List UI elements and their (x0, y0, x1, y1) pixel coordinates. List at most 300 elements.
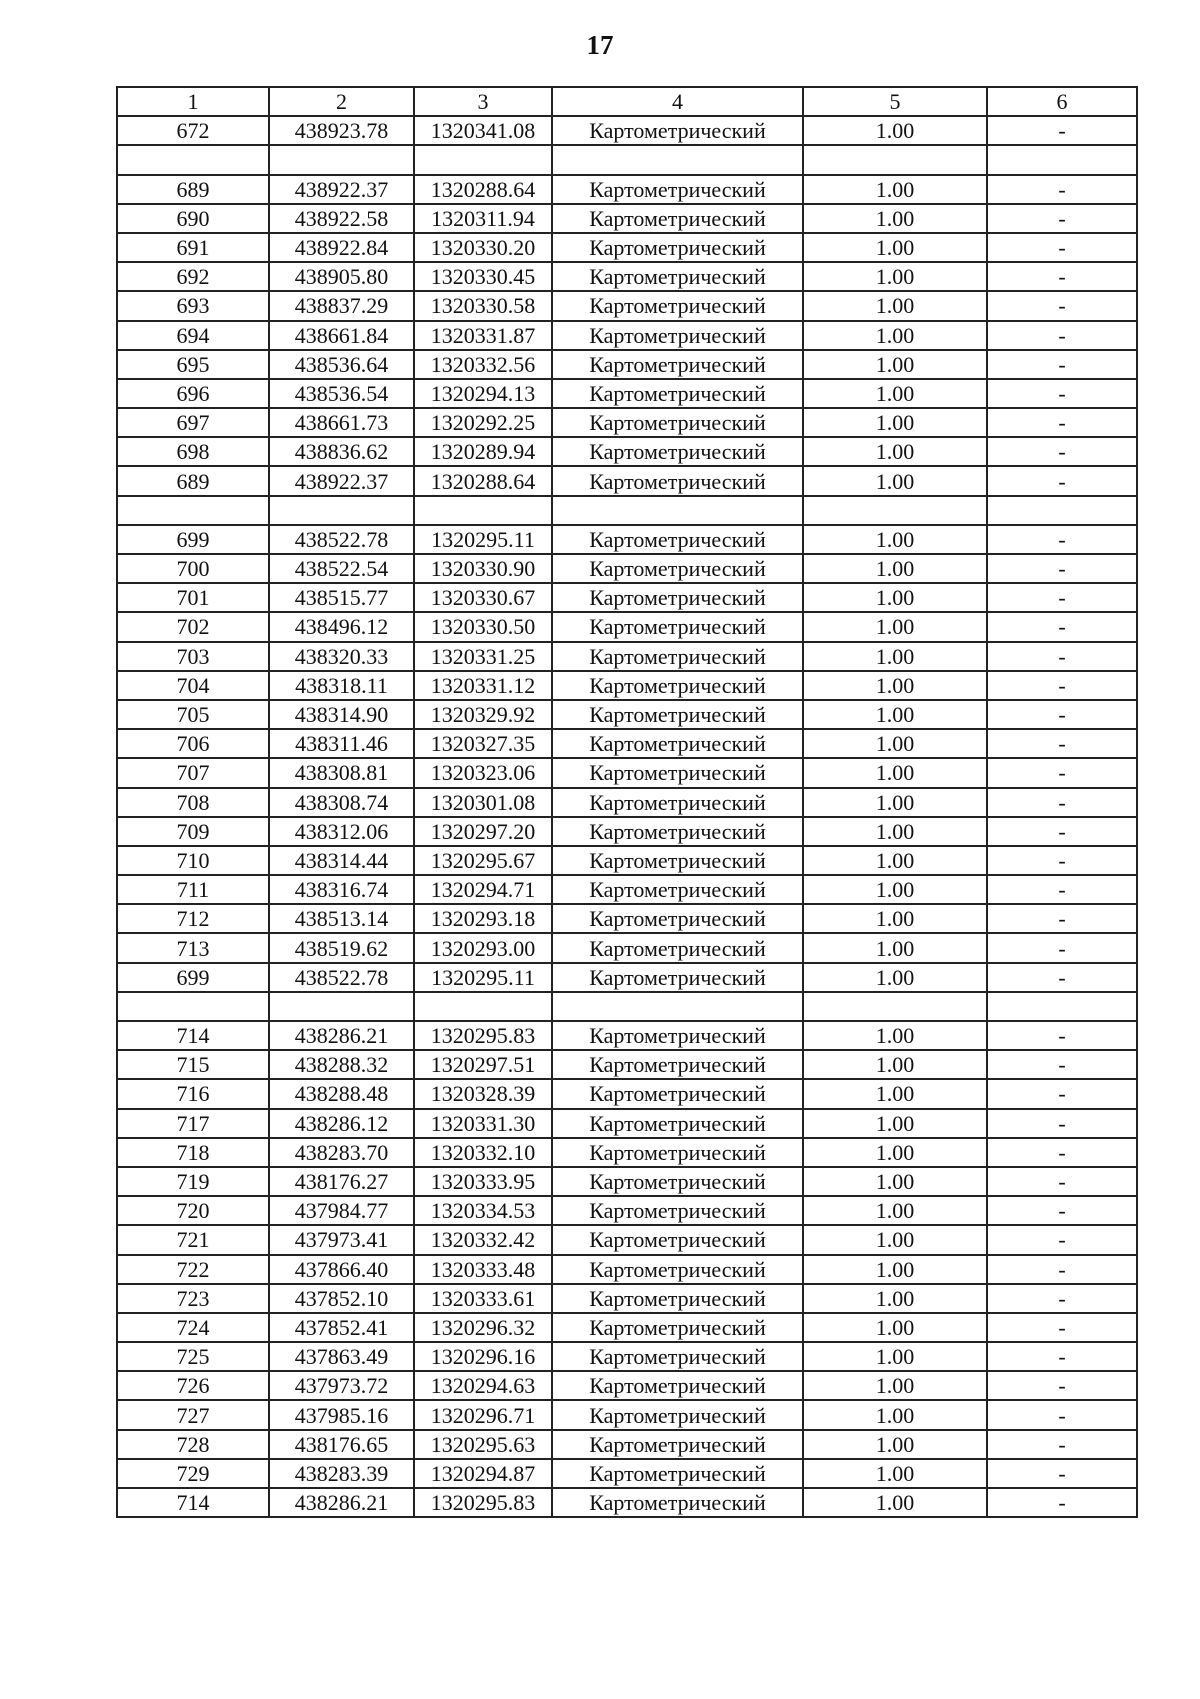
point-number-cell: 706 (117, 729, 269, 758)
description-cell: - (987, 788, 1137, 817)
method-cell (552, 145, 803, 174)
x-coordinate-cell: 438286.21 (269, 1021, 414, 1050)
x-coordinate-cell (269, 145, 414, 174)
x-coordinate-cell: 437973.41 (269, 1225, 414, 1254)
accuracy-cell: 1.00 (803, 642, 987, 671)
y-coordinate-cell: 1320296.32 (414, 1313, 552, 1342)
method-cell: Картометрический (552, 671, 803, 700)
x-coordinate-cell: 438922.37 (269, 466, 414, 495)
y-coordinate-cell: 1320332.10 (414, 1138, 552, 1167)
y-coordinate-cell: 1320331.30 (414, 1109, 552, 1138)
x-coordinate-cell: 438922.37 (269, 175, 414, 204)
method-cell: Картометрический (552, 963, 803, 992)
y-coordinate-cell: 1320330.67 (414, 583, 552, 612)
description-cell (987, 496, 1137, 525)
method-cell: Картометрический (552, 1459, 803, 1488)
point-number-cell: 696 (117, 379, 269, 408)
point-number-cell: 714 (117, 1488, 269, 1517)
method-cell: Картометрический (552, 204, 803, 233)
method-cell: Картометрический (552, 379, 803, 408)
y-coordinate-cell: 1320301.08 (414, 788, 552, 817)
accuracy-cell: 1.00 (803, 525, 987, 554)
accuracy-cell: 1.00 (803, 321, 987, 350)
x-coordinate-cell: 438837.29 (269, 291, 414, 320)
method-cell: Картометрический (552, 729, 803, 758)
table-row (117, 350, 1137, 379)
table-row (117, 408, 1137, 437)
method-cell: Картометрический (552, 1050, 803, 1079)
x-coordinate-cell: 438320.33 (269, 642, 414, 671)
accuracy-cell: 1.00 (803, 1284, 987, 1313)
y-coordinate-cell: 1320294.63 (414, 1371, 552, 1400)
table-row (117, 1284, 1137, 1313)
method-cell: Картометрический (552, 642, 803, 671)
x-coordinate-cell: 438288.48 (269, 1079, 414, 1108)
table-row (117, 700, 1137, 729)
method-cell: Картометрический (552, 788, 803, 817)
method-cell: Картометрический (552, 1342, 803, 1371)
description-cell: - (987, 904, 1137, 933)
point-number-cell: 693 (117, 291, 269, 320)
accuracy-cell: 1.00 (803, 175, 987, 204)
y-coordinate-cell: 1320330.58 (414, 291, 552, 320)
table-row (117, 1342, 1137, 1371)
description-cell: - (987, 466, 1137, 495)
x-coordinate-cell: 438519.62 (269, 933, 414, 962)
accuracy-cell: 1.00 (803, 1400, 987, 1429)
y-coordinate-cell: 1320333.95 (414, 1167, 552, 1196)
accuracy-cell: 1.00 (803, 1488, 987, 1517)
point-number-cell: 718 (117, 1138, 269, 1167)
y-coordinate-cell: 1320332.56 (414, 350, 552, 379)
description-cell: - (987, 525, 1137, 554)
x-coordinate-cell: 438536.64 (269, 350, 414, 379)
y-coordinate-cell: 1320330.20 (414, 233, 552, 262)
x-coordinate-cell: 438316.74 (269, 875, 414, 904)
accuracy-cell: 1.00 (803, 1050, 987, 1079)
x-coordinate-cell: 438661.84 (269, 321, 414, 350)
point-number-cell: 699 (117, 963, 269, 992)
table-row (117, 1196, 1137, 1225)
x-coordinate-cell: 438308.74 (269, 788, 414, 817)
point-number-cell: 705 (117, 700, 269, 729)
table-row (117, 1050, 1137, 1079)
point-number-cell: 724 (117, 1313, 269, 1342)
point-number-cell: 723 (117, 1284, 269, 1313)
x-coordinate-cell: 437866.40 (269, 1255, 414, 1284)
y-coordinate-cell: 1320293.18 (414, 904, 552, 933)
x-coordinate-cell: 438312.06 (269, 817, 414, 846)
point-number-cell (117, 496, 269, 525)
description-cell: - (987, 671, 1137, 700)
point-number-cell: 700 (117, 554, 269, 583)
accuracy-cell: 1.00 (803, 1371, 987, 1400)
method-cell: Картометрический (552, 233, 803, 262)
method-cell: Картометрический (552, 875, 803, 904)
accuracy-cell (803, 145, 987, 174)
point-number-cell: 717 (117, 1109, 269, 1138)
accuracy-cell: 1.00 (803, 1255, 987, 1284)
table-row (117, 145, 1137, 174)
point-number-cell: 715 (117, 1050, 269, 1079)
method-cell: Картометрический (552, 1079, 803, 1108)
table-row (117, 1021, 1137, 1050)
y-coordinate-cell: 1320329.92 (414, 700, 552, 729)
accuracy-cell: 1.00 (803, 1313, 987, 1342)
description-cell: - (987, 1400, 1137, 1429)
point-number-cell: 727 (117, 1400, 269, 1429)
accuracy-cell: 1.00 (803, 875, 987, 904)
accuracy-cell: 1.00 (803, 583, 987, 612)
point-number-cell: 710 (117, 846, 269, 875)
point-number-cell: 689 (117, 175, 269, 204)
accuracy-cell: 1.00 (803, 1342, 987, 1371)
table-row (117, 1109, 1137, 1138)
table-row (117, 233, 1137, 262)
y-coordinate-cell: 1320294.87 (414, 1459, 552, 1488)
table-row (117, 583, 1137, 612)
y-coordinate-cell: 1320295.83 (414, 1021, 552, 1050)
y-coordinate-cell (414, 145, 552, 174)
description-cell: - (987, 758, 1137, 787)
description-cell: - (987, 700, 1137, 729)
table-row (117, 466, 1137, 495)
point-number-cell: 672 (117, 116, 269, 145)
table-row (117, 525, 1137, 554)
y-coordinate-cell: 1320330.90 (414, 554, 552, 583)
method-cell: Картометрический (552, 1284, 803, 1313)
accuracy-cell: 1.00 (803, 1459, 987, 1488)
table-row (117, 817, 1137, 846)
method-cell: Картометрический (552, 1196, 803, 1225)
method-cell: Картометрический (552, 758, 803, 787)
y-coordinate-cell: 1320331.12 (414, 671, 552, 700)
method-cell: Картометрический (552, 700, 803, 729)
description-cell: - (987, 1109, 1137, 1138)
table-row (117, 291, 1137, 320)
point-number-cell: 702 (117, 612, 269, 641)
x-coordinate-cell: 437852.10 (269, 1284, 414, 1313)
y-coordinate-cell: 1320289.94 (414, 437, 552, 466)
description-cell: - (987, 1459, 1137, 1488)
point-number-cell: 721 (117, 1225, 269, 1254)
method-cell: Картометрический (552, 1371, 803, 1400)
x-coordinate-cell: 438283.70 (269, 1138, 414, 1167)
table-row (117, 1400, 1137, 1429)
accuracy-cell: 1.00 (803, 291, 987, 320)
y-coordinate-cell: 1320295.67 (414, 846, 552, 875)
y-coordinate-cell: 1320293.00 (414, 933, 552, 962)
accuracy-cell: 1.00 (803, 116, 987, 145)
method-cell (552, 496, 803, 525)
y-coordinate-cell: 1320288.64 (414, 466, 552, 495)
x-coordinate-cell: 438288.32 (269, 1050, 414, 1079)
x-coordinate-cell: 438522.78 (269, 525, 414, 554)
method-cell: Картометрический (552, 116, 803, 145)
point-number-cell: 694 (117, 321, 269, 350)
column-header: 6 (987, 87, 1137, 116)
table-row (117, 554, 1137, 583)
method-cell: Картометрический (552, 612, 803, 641)
table-row (117, 788, 1137, 817)
y-coordinate-cell: 1320330.50 (414, 612, 552, 641)
table-row (117, 1079, 1137, 1108)
description-cell (987, 992, 1137, 1021)
accuracy-cell: 1.00 (803, 788, 987, 817)
method-cell: Картометрический (552, 350, 803, 379)
accuracy-cell: 1.00 (803, 1196, 987, 1225)
x-coordinate-cell: 438661.73 (269, 408, 414, 437)
description-cell: - (987, 1313, 1137, 1342)
table-row (117, 1371, 1137, 1400)
description-cell: - (987, 291, 1137, 320)
y-coordinate-cell: 1320331.25 (414, 642, 552, 671)
point-number-cell: 725 (117, 1342, 269, 1371)
description-cell: - (987, 1371, 1137, 1400)
table-header-row (117, 87, 1137, 116)
accuracy-cell: 1.00 (803, 466, 987, 495)
y-coordinate-cell: 1320297.51 (414, 1050, 552, 1079)
y-coordinate-cell: 1320295.11 (414, 525, 552, 554)
accuracy-cell: 1.00 (803, 933, 987, 962)
coordinates-table-body (117, 87, 1137, 1517)
description-cell: - (987, 262, 1137, 291)
point-number-cell (117, 145, 269, 174)
point-number-cell: 689 (117, 466, 269, 495)
table-row (117, 1225, 1137, 1254)
description-cell: - (987, 116, 1137, 145)
y-coordinate-cell: 1320295.11 (414, 963, 552, 992)
x-coordinate-cell: 438515.77 (269, 583, 414, 612)
y-coordinate-cell: 1320331.87 (414, 321, 552, 350)
page-number: 17 (586, 30, 614, 60)
point-number-cell: 691 (117, 233, 269, 262)
accuracy-cell: 1.00 (803, 350, 987, 379)
point-number-cell: 719 (117, 1167, 269, 1196)
method-cell: Картометрический (552, 846, 803, 875)
point-number-cell: 698 (117, 437, 269, 466)
y-coordinate-cell: 1320334.53 (414, 1196, 552, 1225)
y-coordinate-cell: 1320295.83 (414, 1488, 552, 1517)
point-number-cell: 713 (117, 933, 269, 962)
y-coordinate-cell: 1320333.61 (414, 1284, 552, 1313)
table-row (117, 992, 1137, 1021)
accuracy-cell (803, 992, 987, 1021)
method-cell: Картометрический (552, 291, 803, 320)
point-number-cell: 704 (117, 671, 269, 700)
description-cell: - (987, 612, 1137, 641)
y-coordinate-cell: 1320333.48 (414, 1255, 552, 1284)
x-coordinate-cell: 438905.80 (269, 262, 414, 291)
y-coordinate-cell: 1320297.20 (414, 817, 552, 846)
description-cell: - (987, 437, 1137, 466)
method-cell: Картометрический (552, 1400, 803, 1429)
description-cell: - (987, 175, 1137, 204)
x-coordinate-cell: 438283.39 (269, 1459, 414, 1488)
x-coordinate-cell: 438311.46 (269, 729, 414, 758)
description-cell: - (987, 408, 1137, 437)
method-cell: Картометрический (552, 1430, 803, 1459)
method-cell: Картометрический (552, 437, 803, 466)
description-cell: - (987, 554, 1137, 583)
x-coordinate-cell: 438286.21 (269, 1488, 414, 1517)
coordinates-table (116, 86, 1138, 1518)
description-cell: - (987, 817, 1137, 846)
table-row (117, 671, 1137, 700)
accuracy-cell: 1.00 (803, 700, 987, 729)
table-row (117, 321, 1137, 350)
description-cell: - (987, 1430, 1137, 1459)
x-coordinate-cell: 438314.90 (269, 700, 414, 729)
x-coordinate-cell: 438308.81 (269, 758, 414, 787)
x-coordinate-cell: 437852.41 (269, 1313, 414, 1342)
point-number-cell: 707 (117, 758, 269, 787)
table-row (117, 1430, 1137, 1459)
description-cell: - (987, 233, 1137, 262)
x-coordinate-cell: 438922.58 (269, 204, 414, 233)
method-cell (552, 992, 803, 1021)
y-coordinate-cell: 1320294.13 (414, 379, 552, 408)
method-cell: Картометрический (552, 1313, 803, 1342)
description-cell: - (987, 321, 1137, 350)
method-cell: Картометрический (552, 1255, 803, 1284)
x-coordinate-cell: 438513.14 (269, 904, 414, 933)
accuracy-cell: 1.00 (803, 612, 987, 641)
y-coordinate-cell: 1320292.25 (414, 408, 552, 437)
accuracy-cell: 1.00 (803, 1109, 987, 1138)
description-cell: - (987, 1138, 1137, 1167)
method-cell: Картометрический (552, 1167, 803, 1196)
point-number-cell: 729 (117, 1459, 269, 1488)
point-number-cell: 716 (117, 1079, 269, 1108)
table-row (117, 1255, 1137, 1284)
description-cell: - (987, 1079, 1137, 1108)
y-coordinate-cell (414, 992, 552, 1021)
description-cell: - (987, 846, 1137, 875)
description-cell: - (987, 1021, 1137, 1050)
x-coordinate-cell: 438522.78 (269, 963, 414, 992)
x-coordinate-cell: 438836.62 (269, 437, 414, 466)
point-number-cell: 709 (117, 817, 269, 846)
x-coordinate-cell: 437985.16 (269, 1400, 414, 1429)
method-cell: Картометрический (552, 1021, 803, 1050)
description-cell: - (987, 729, 1137, 758)
method-cell: Картометрический (552, 904, 803, 933)
accuracy-cell: 1.00 (803, 1138, 987, 1167)
accuracy-cell: 1.00 (803, 1079, 987, 1108)
x-coordinate-cell (269, 992, 414, 1021)
point-number-cell: 692 (117, 262, 269, 291)
accuracy-cell: 1.00 (803, 904, 987, 933)
point-number-cell: 712 (117, 904, 269, 933)
point-number-cell: 697 (117, 408, 269, 437)
table-row (117, 1167, 1137, 1196)
accuracy-cell: 1.00 (803, 758, 987, 787)
accuracy-cell: 1.00 (803, 437, 987, 466)
description-cell: - (987, 933, 1137, 962)
table-row (117, 379, 1137, 408)
x-coordinate-cell: 438318.11 (269, 671, 414, 700)
table-row (117, 204, 1137, 233)
description-cell (987, 145, 1137, 174)
x-coordinate-cell: 438522.54 (269, 554, 414, 583)
method-cell: Картометрический (552, 1488, 803, 1517)
table-row (117, 496, 1137, 525)
method-cell: Картометрический (552, 1109, 803, 1138)
accuracy-cell: 1.00 (803, 817, 987, 846)
x-coordinate-cell: 437973.72 (269, 1371, 414, 1400)
method-cell: Картометрический (552, 321, 803, 350)
x-coordinate-cell: 438176.27 (269, 1167, 414, 1196)
table-row (117, 963, 1137, 992)
x-coordinate-cell: 437984.77 (269, 1196, 414, 1225)
description-cell: - (987, 204, 1137, 233)
description-cell: - (987, 1342, 1137, 1371)
y-coordinate-cell: 1320341.08 (414, 116, 552, 145)
method-cell: Картометрический (552, 1138, 803, 1167)
column-header: 5 (803, 87, 987, 116)
table-row (117, 262, 1137, 291)
y-coordinate-cell: 1320328.39 (414, 1079, 552, 1108)
accuracy-cell: 1.00 (803, 204, 987, 233)
point-number-cell (117, 992, 269, 1021)
method-cell: Картометрический (552, 933, 803, 962)
y-coordinate-cell: 1320311.94 (414, 204, 552, 233)
point-number-cell: 695 (117, 350, 269, 379)
x-coordinate-cell: 438286.12 (269, 1109, 414, 1138)
point-number-cell: 708 (117, 788, 269, 817)
accuracy-cell (803, 496, 987, 525)
accuracy-cell: 1.00 (803, 671, 987, 700)
accuracy-cell: 1.00 (803, 729, 987, 758)
description-cell: - (987, 875, 1137, 904)
table-row (117, 437, 1137, 466)
y-coordinate-cell: 1320330.45 (414, 262, 552, 291)
table-row (117, 116, 1137, 145)
description-cell: - (987, 583, 1137, 612)
y-coordinate-cell: 1320327.35 (414, 729, 552, 758)
table-row (117, 933, 1137, 962)
y-coordinate-cell: 1320288.64 (414, 175, 552, 204)
x-coordinate-cell: 438496.12 (269, 612, 414, 641)
point-number-cell: 701 (117, 583, 269, 612)
column-header: 4 (552, 87, 803, 116)
accuracy-cell: 1.00 (803, 846, 987, 875)
x-coordinate-cell: 438923.78 (269, 116, 414, 145)
description-cell: - (987, 1167, 1137, 1196)
table-row (117, 1488, 1137, 1517)
table-row (117, 642, 1137, 671)
x-coordinate-cell (269, 496, 414, 525)
description-cell: - (987, 379, 1137, 408)
method-cell: Картометрический (552, 262, 803, 291)
method-cell: Картометрический (552, 466, 803, 495)
accuracy-cell: 1.00 (803, 963, 987, 992)
description-cell: - (987, 963, 1137, 992)
point-number-cell: 722 (117, 1255, 269, 1284)
table-row (117, 904, 1137, 933)
description-cell: - (987, 1284, 1137, 1313)
y-coordinate-cell (414, 496, 552, 525)
y-coordinate-cell: 1320296.16 (414, 1342, 552, 1371)
accuracy-cell: 1.00 (803, 379, 987, 408)
method-cell: Картометрический (552, 817, 803, 846)
method-cell: Картометрический (552, 554, 803, 583)
accuracy-cell: 1.00 (803, 233, 987, 262)
y-coordinate-cell: 1320295.63 (414, 1430, 552, 1459)
column-header: 1 (117, 87, 269, 116)
point-number-cell: 714 (117, 1021, 269, 1050)
